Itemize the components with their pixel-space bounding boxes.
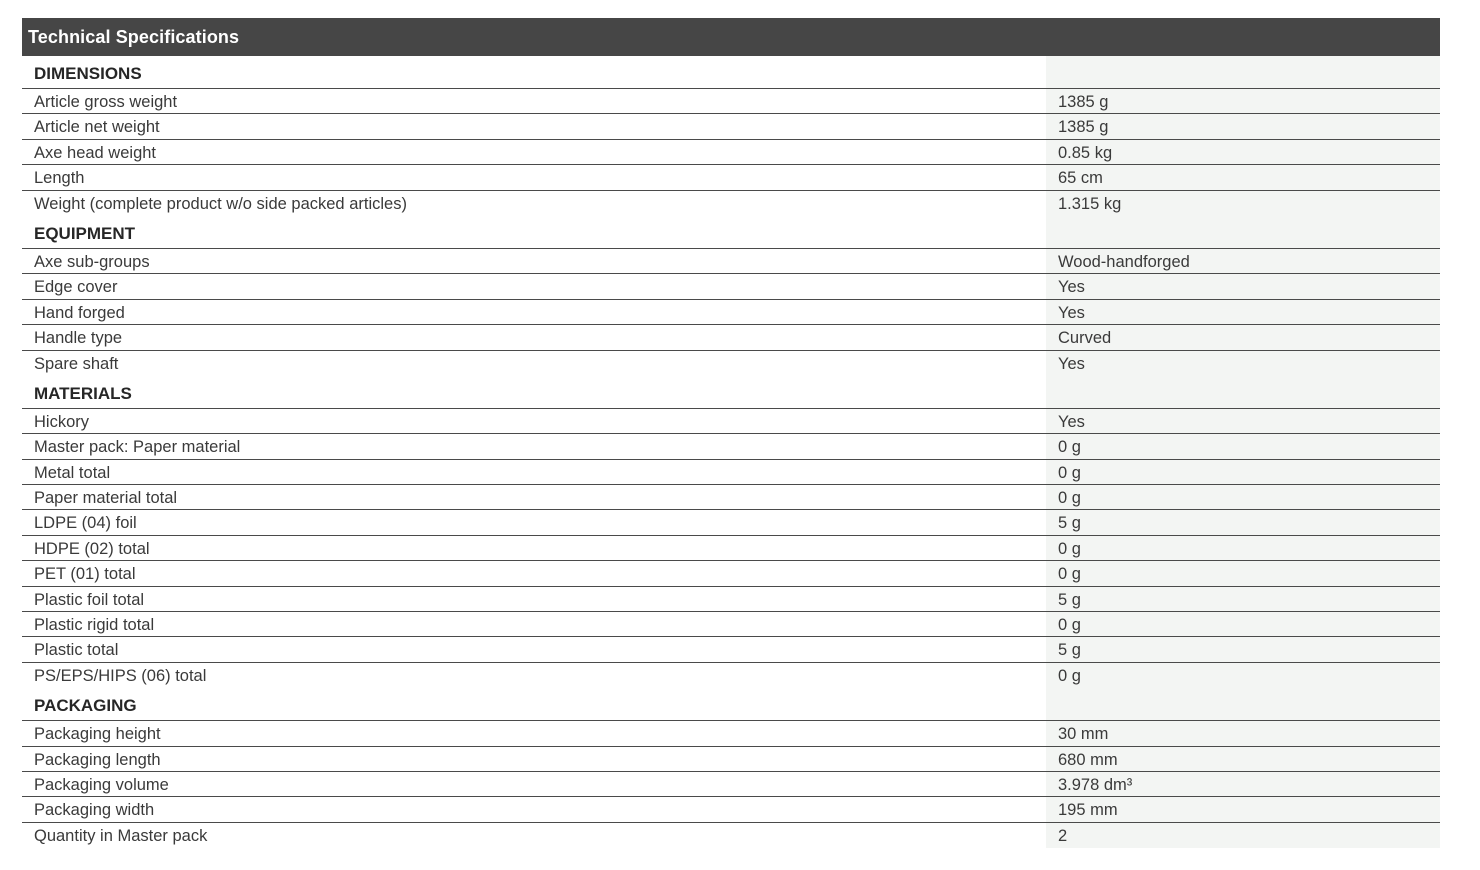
section-header — [22, 376, 1440, 409]
spec-value: 195 mm — [1046, 797, 1440, 821]
spec-label: HDPE (02) total — [34, 539, 150, 558]
section-title: DIMENSIONS — [34, 64, 142, 83]
spec-label: Article net weight — [34, 118, 160, 137]
spec-label: Packaging height — [34, 725, 161, 744]
spec-value: 0 g — [1046, 612, 1440, 636]
section-title: EQUIPMENT — [34, 223, 136, 243]
spec-value: 5 g — [1046, 587, 1440, 611]
section-value-spacer — [1046, 56, 1440, 88]
spec-value: 1.315 kg — [1046, 191, 1440, 216]
spec-value: 3.978 dm³ — [1046, 772, 1440, 796]
spec-label: Hand forged — [34, 303, 125, 322]
spec-label: PS/EPS/HIPS (06) total — [34, 666, 207, 685]
spec-row — [22, 351, 1440, 376]
spec-row — [22, 823, 1440, 848]
spec-label: Axe head weight — [34, 143, 157, 162]
spec-label: Plastic total — [34, 641, 119, 660]
spec-row — [22, 140, 1440, 165]
spec-row — [22, 89, 1440, 114]
section-value-spacer — [1046, 376, 1440, 408]
spec-value: 65 cm — [1046, 165, 1440, 189]
spec-value: 5 g — [1046, 510, 1440, 534]
spec-row — [22, 165, 1440, 190]
spec-row — [22, 797, 1440, 822]
spec-label: Plastic foil total — [34, 590, 145, 609]
spec-value: 0 g — [1046, 536, 1440, 560]
section-materials — [22, 376, 1440, 688]
spec-value: 30 mm — [1046, 721, 1440, 745]
spec-label: Quantity in Master pack — [34, 826, 208, 845]
spec-value: 0 g — [1046, 460, 1440, 484]
spec-label: PET (01) total — [34, 565, 136, 584]
technical-specifications-panel — [22, 18, 1440, 848]
section-value-spacer — [1046, 216, 1440, 248]
section-title: MATERIALS — [34, 383, 132, 403]
spec-value: Curved — [1046, 325, 1440, 349]
spec-label: Packaging length — [34, 750, 161, 769]
section-header — [22, 688, 1440, 721]
spec-label: Packaging width — [34, 801, 155, 820]
spec-label: Handle type — [34, 329, 123, 348]
spec-row — [22, 510, 1440, 535]
spec-row — [22, 191, 1440, 216]
spec-row — [22, 536, 1440, 561]
spec-value: Yes — [1046, 274, 1440, 298]
spec-value: 0 g — [1046, 485, 1440, 509]
spec-label: Master pack: Paper material — [34, 438, 241, 457]
spec-row — [22, 587, 1440, 612]
spec-row — [22, 114, 1440, 139]
spec-row — [22, 485, 1440, 510]
panel-title: Technical Specifications — [22, 18, 1440, 56]
spec-label: Paper material total — [34, 489, 178, 508]
spec-label: Metal total — [34, 463, 111, 482]
spec-value: 0.85 kg — [1046, 140, 1440, 164]
spec-row — [22, 747, 1440, 772]
spec-label: Axe sub-groups — [34, 252, 150, 271]
spec-value: Yes — [1046, 300, 1440, 324]
spec-row — [22, 460, 1440, 485]
spec-value: Yes — [1046, 409, 1440, 433]
spec-row — [22, 300, 1440, 325]
spec-label: Hickory — [34, 412, 90, 431]
spec-value: 1385 g — [1046, 114, 1440, 138]
spec-row — [22, 721, 1440, 746]
spec-value: 2 — [1046, 823, 1440, 848]
section-value-spacer — [1046, 688, 1440, 720]
spec-value: Wood-handforged — [1046, 249, 1440, 273]
spec-row — [22, 274, 1440, 299]
section-equipment — [22, 216, 1440, 376]
spec-row — [22, 663, 1440, 688]
spec-label: Length — [34, 169, 85, 188]
spec-row — [22, 637, 1440, 662]
spec-row — [22, 772, 1440, 797]
spec-label: Plastic rigid total — [34, 616, 155, 635]
spec-value: 0 g — [1046, 561, 1440, 585]
spec-row — [22, 409, 1440, 434]
spec-value: 0 g — [1046, 663, 1440, 688]
section-header — [22, 216, 1440, 249]
spec-value: 0 g — [1046, 434, 1440, 458]
spec-row — [22, 561, 1440, 586]
section-title: PACKAGING — [34, 696, 137, 716]
spec-label: Packaging volume — [34, 775, 169, 794]
spec-label: Weight (complete product w/o side packed articles) — [34, 194, 407, 213]
spec-label: Edge cover — [34, 278, 118, 297]
spec-value: 680 mm — [1046, 747, 1440, 771]
spec-row — [22, 249, 1440, 274]
section-packaging — [22, 688, 1440, 848]
spec-label: Article gross weight — [34, 93, 178, 111]
spec-value: 5 g — [1046, 637, 1440, 661]
spec-label: Spare shaft — [34, 354, 119, 373]
spec-value: 1385 g — [1046, 89, 1440, 113]
section-header — [22, 56, 1440, 89]
spec-value: Yes — [1046, 351, 1440, 376]
spec-label: LDPE (04) foil — [34, 514, 137, 533]
spec-row — [22, 612, 1440, 637]
spec-row — [22, 434, 1440, 459]
section-dimensions — [22, 56, 1440, 216]
spec-row — [22, 325, 1440, 350]
